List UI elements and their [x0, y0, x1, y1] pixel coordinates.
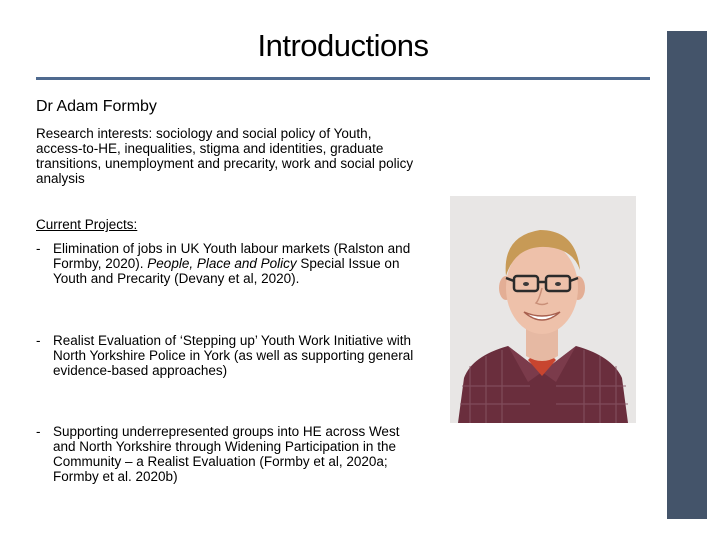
bullet-dash: -: [36, 333, 41, 348]
research-interests: Research interests: sociology and social policy of Youth, access-to-HE, inequalities, stigma and identities, graduate transitions, unemployment and precarity, work and social policy analysis: [36, 126, 414, 186]
project-text: Supporting underrepresented groups into HE across West and North Yorkshire through Widening Participation in the Community – a Realist Evaluation (Formby et al, 2020a; Formby et al. 2020b): [53, 424, 400, 484]
slide-title: Introductions: [257, 28, 429, 63]
decorative-side-bar: [667, 31, 707, 519]
project-item: [36, 333, 416, 378]
journal-title: People, Place and Policy: [147, 256, 297, 271]
bullet-dash: -: [36, 241, 41, 256]
bullet-dash: -: [36, 424, 41, 439]
project-text: Realist Evaluation of ‘Stepping up’ Youth Work Initiative with North Yorkshire Police in York (as well as supporting general evidence-based approaches): [53, 333, 414, 378]
presenter-photo: [450, 196, 636, 423]
project-text: Elimination of jobs in UK Youth labour markets (Ralston and Formby, 2020).: [53, 241, 411, 271]
project-item: [36, 424, 416, 484]
title-divider: [36, 77, 650, 80]
projects-heading: Current Projects:: [36, 217, 138, 232]
project-text-continued: Special Issue on Youth and Precarity (Devany et al, 2020).: [53, 256, 400, 286]
portrait-illustration: [450, 196, 636, 423]
project-item: [36, 241, 416, 286]
presenter-name: Dr Adam Formby: [36, 98, 157, 115]
